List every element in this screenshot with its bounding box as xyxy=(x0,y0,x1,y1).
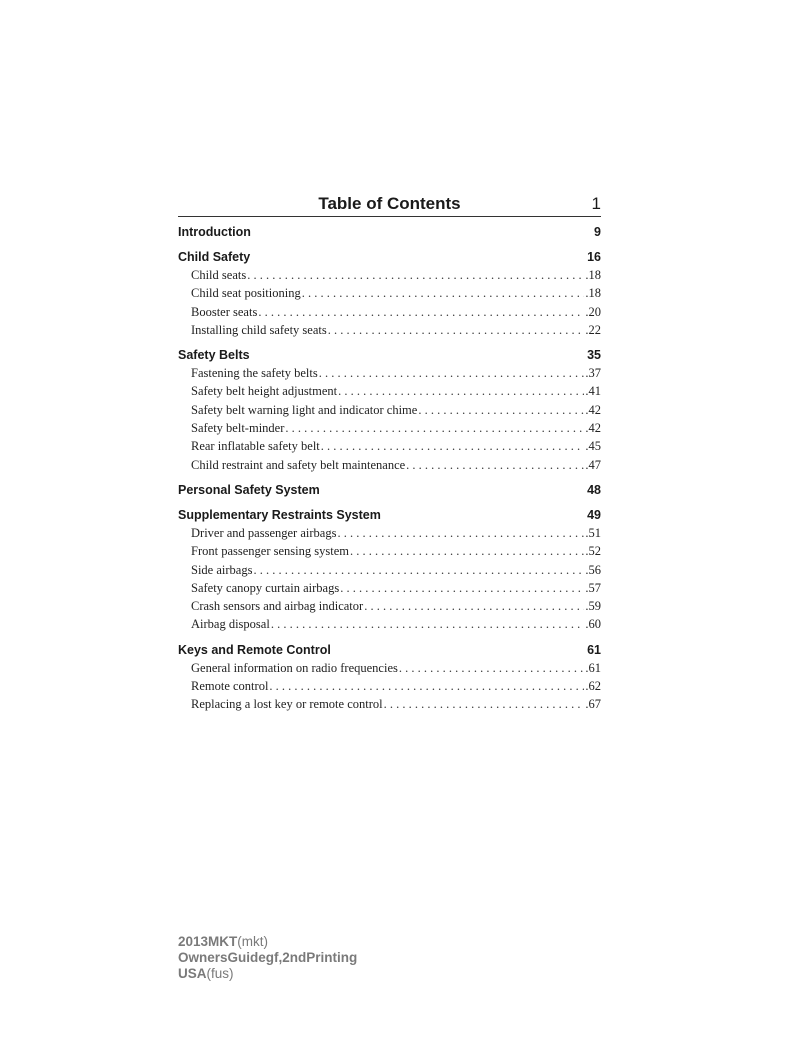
footer-line-market: USA(fus) xyxy=(178,966,234,981)
entry-page: . 45 xyxy=(585,439,601,454)
entry-page: . 41 xyxy=(585,384,601,399)
page-header xyxy=(178,194,601,217)
entry-page: . 18 xyxy=(585,268,601,283)
print-footer xyxy=(178,934,357,982)
dot-leader xyxy=(384,697,585,712)
entry-page: . 22 xyxy=(585,323,601,338)
section-page: 48 xyxy=(587,482,601,497)
entry-page: . 42 xyxy=(585,403,601,418)
entry-label: Fastening the safety belts xyxy=(191,366,318,381)
toc-entry[interactable] xyxy=(178,286,601,304)
section-page: 9 xyxy=(594,225,601,239)
entry-page: . 62 xyxy=(585,679,601,694)
entry-label: General information on radio frequencies xyxy=(191,660,398,675)
section-title: Keys and Remote Control xyxy=(178,642,331,657)
entry-label: Airbag disposal xyxy=(191,617,270,632)
section-heading[interactable] xyxy=(178,348,601,366)
toc-entry[interactable] xyxy=(178,268,601,286)
entry-page: . 51 xyxy=(585,526,601,541)
entry-page: . 52 xyxy=(585,544,601,559)
toc-entry[interactable] xyxy=(178,563,601,581)
section-title: Introduction xyxy=(178,225,251,239)
entry-label: Safety belt warning light and indicator chime xyxy=(191,402,418,417)
toc-entry[interactable] xyxy=(178,421,601,439)
dot-leader xyxy=(340,581,584,596)
section-page: 35 xyxy=(587,348,601,363)
entry-page: . 47 xyxy=(585,458,601,473)
entry-label: Crash sensors and airbag indicator xyxy=(191,599,364,614)
dot-leader xyxy=(319,366,585,381)
section-page: 61 xyxy=(587,642,601,657)
table-of-contents xyxy=(178,225,601,723)
dot-leader xyxy=(350,544,584,559)
toc-entry[interactable] xyxy=(178,439,601,457)
entry-label: Safety belt-minder xyxy=(191,421,285,436)
page-number: 1 xyxy=(591,194,601,213)
toc-section xyxy=(178,250,601,341)
entry-label: Safety belt height adjustment xyxy=(191,384,338,399)
section-page: 49 xyxy=(587,507,601,522)
entry-page: . 59 xyxy=(585,599,601,614)
entry-label: Booster seats xyxy=(191,304,258,319)
toc-section xyxy=(178,348,601,476)
dot-leader xyxy=(418,403,584,418)
dot-leader xyxy=(253,563,584,578)
dot-leader xyxy=(406,458,584,473)
toc-entry[interactable] xyxy=(178,544,601,562)
toc-entry[interactable] xyxy=(178,617,601,635)
dot-leader xyxy=(328,323,585,338)
entry-label: Safety canopy curtain airbags xyxy=(191,580,340,595)
section-title: Personal Safety System xyxy=(178,482,320,497)
section-page: 16 xyxy=(587,250,601,264)
toc-entry[interactable] xyxy=(178,323,601,341)
dot-leader xyxy=(258,305,584,320)
entry-page: . 56 xyxy=(585,563,601,578)
dot-leader xyxy=(337,526,584,541)
footer-line-printing: OwnersGuidegf,2ndPrinting xyxy=(178,950,358,965)
entry-label: Driver and passenger airbags xyxy=(191,525,337,540)
entry-page: . 57 xyxy=(585,581,601,596)
entry-page: . 67 xyxy=(585,697,601,712)
page-title: Table of Contents xyxy=(318,194,461,213)
entry-page: . 60 xyxy=(585,617,601,632)
entry-label: Child seat positioning xyxy=(191,286,301,301)
section-heading[interactable] xyxy=(178,643,601,661)
toc-entry[interactable] xyxy=(178,384,601,402)
entry-label: Remote control xyxy=(191,679,269,694)
section-heading[interactable] xyxy=(178,250,601,268)
entry-label: Installing child safety seats xyxy=(191,322,327,337)
dot-leader xyxy=(321,439,585,454)
section-title: Supplementary Restraints System xyxy=(178,507,381,522)
footer-line-model: 2013MKT(mkt) xyxy=(178,934,269,949)
toc-entry[interactable] xyxy=(178,403,601,421)
section-heading[interactable] xyxy=(178,483,601,501)
toc-section xyxy=(178,483,601,501)
entry-label: Child seats xyxy=(191,268,247,282)
dot-leader xyxy=(302,286,585,301)
entry-page: . 18 xyxy=(585,286,601,301)
section-heading[interactable] xyxy=(178,508,601,526)
toc-entry[interactable] xyxy=(178,526,601,544)
dot-leader xyxy=(399,661,585,676)
toc-entry[interactable] xyxy=(178,581,601,599)
entry-label: Front passenger sensing system xyxy=(191,544,349,559)
toc-entry[interactable] xyxy=(178,305,601,323)
section-title: Safety Belts xyxy=(178,348,250,363)
toc-entry[interactable] xyxy=(178,458,601,476)
entry-page: . 20 xyxy=(585,305,601,320)
toc-section xyxy=(178,643,601,716)
toc-entry[interactable] xyxy=(178,697,601,715)
entry-label: Rear inflatable safety belt xyxy=(191,439,320,454)
toc-entry[interactable] xyxy=(178,599,601,617)
toc-section xyxy=(178,225,601,243)
entry-label: Side airbags xyxy=(191,562,253,577)
dot-leader xyxy=(271,617,585,632)
entry-label: Child restraint and safety belt maintenance xyxy=(191,457,406,472)
toc-entry[interactable] xyxy=(178,661,601,679)
toc-entry[interactable] xyxy=(178,679,601,697)
section-heading[interactable] xyxy=(178,225,601,243)
dot-leader xyxy=(285,421,584,436)
entry-page: . 42 xyxy=(585,421,601,436)
entry-page: . 61 xyxy=(585,661,601,676)
section-title: Child Safety xyxy=(178,250,251,264)
toc-section xyxy=(178,508,601,636)
dot-leader xyxy=(269,679,584,694)
dot-leader xyxy=(364,599,584,614)
toc-entry[interactable] xyxy=(178,366,601,384)
dot-leader xyxy=(247,268,584,283)
entry-page: . 37 xyxy=(585,366,601,381)
entry-label: Replacing a lost key or remote control xyxy=(191,697,383,712)
dot-leader xyxy=(338,384,584,399)
